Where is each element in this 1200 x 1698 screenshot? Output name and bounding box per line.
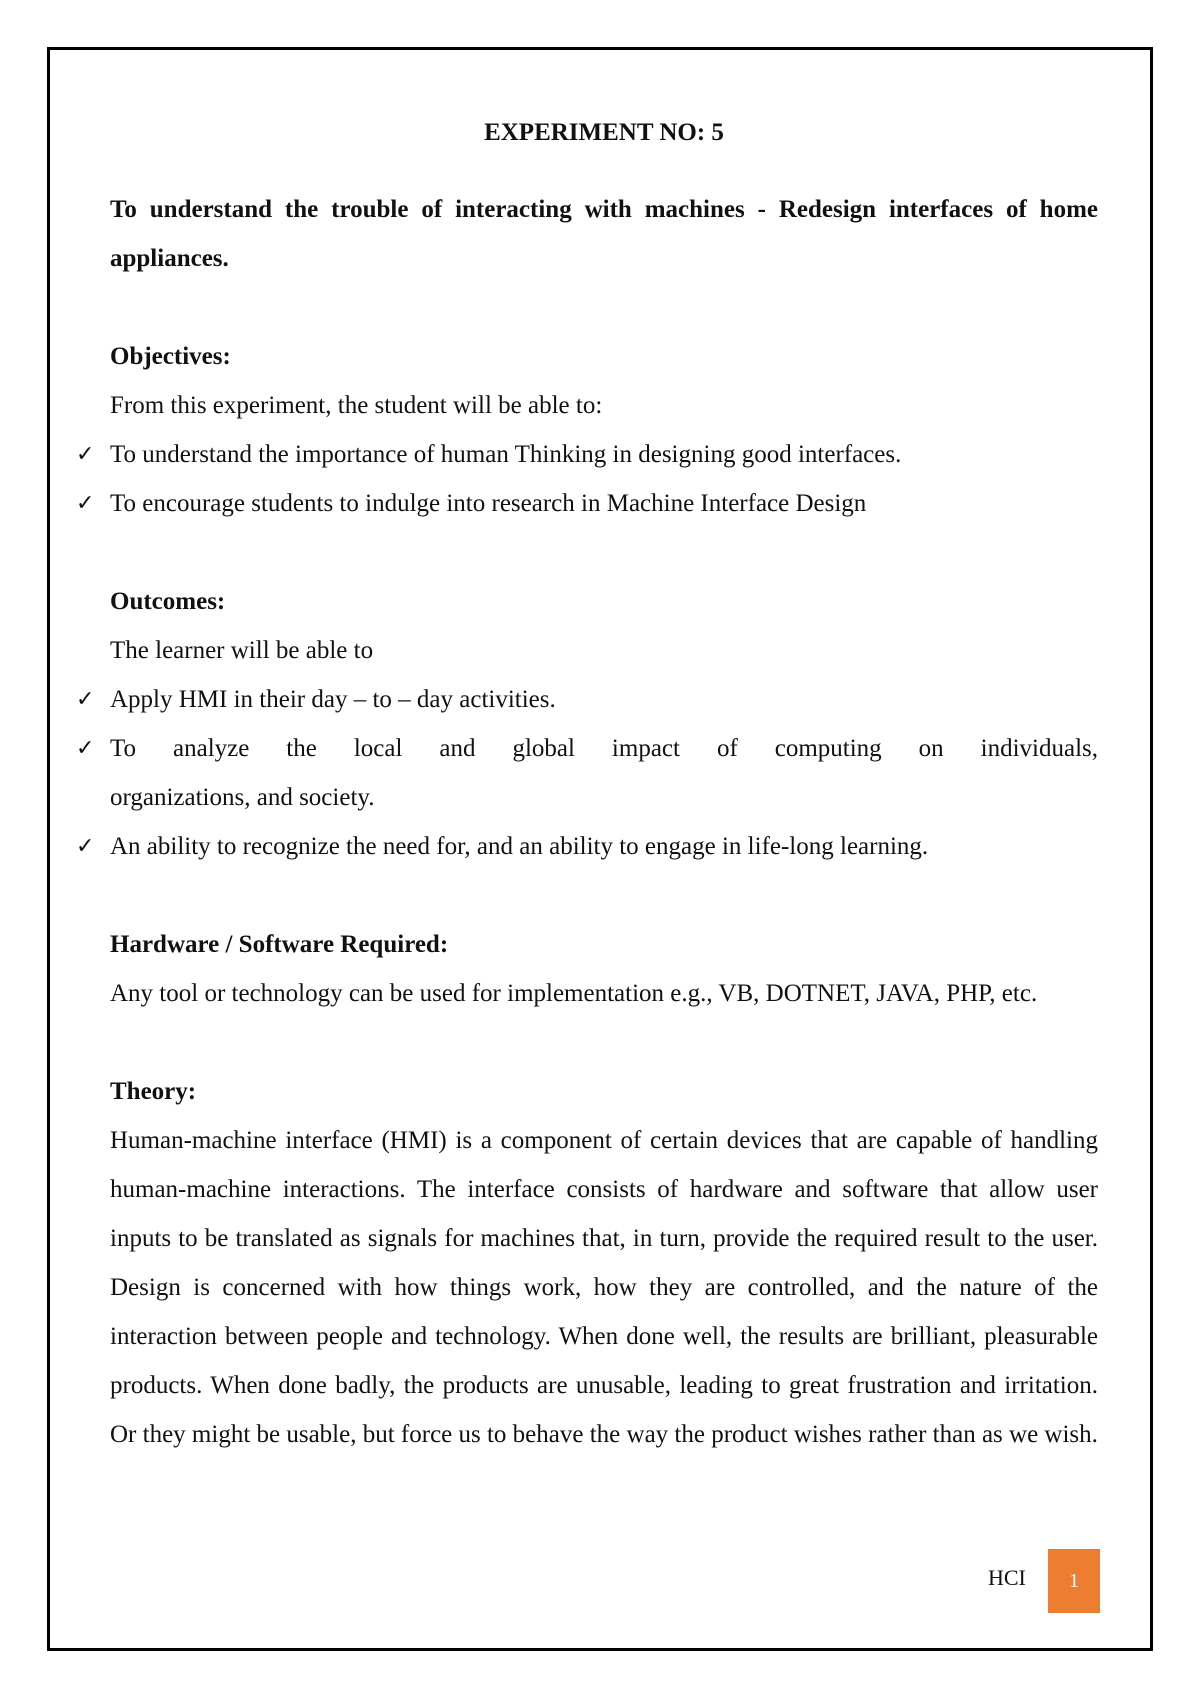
list-item: ✓ Apply HMI in their day – to – day activities. bbox=[110, 675, 1098, 724]
aim-statement: To understand the trouble of interacting with machines - Redesign interfaces of home appliances. bbox=[110, 196, 1098, 272]
hardware-text: Any tool or technology can be used for implementation e.g., VB, DOTNET, JAVA, PHP, etc. bbox=[110, 980, 1038, 1007]
page-number-badge: 1 bbox=[1048, 1549, 1100, 1613]
check-icon: ✓ bbox=[76, 834, 95, 859]
footer-label: HCI bbox=[988, 1565, 1026, 1590]
hardware-heading: Hardware / Software Required: bbox=[110, 931, 449, 958]
list-item: ✓ To understand the importance of human Thinking in designing good interfaces. bbox=[110, 430, 1098, 479]
check-icon: ✓ bbox=[76, 442, 95, 467]
document-body bbox=[76, 108, 1098, 1459]
objectives-heading: Objectives: bbox=[110, 343, 231, 370]
theory-text: Human-machine interface (HMI) is a component of certain devices that are capable of handling human-machine interactions. The interface consists of hardware and software that allow user inputs to be translated as signals for machines that, in turn, provide the required result to the user. Design is concerned with how things work, how they are controlled, and the nature of the interaction between people and technology. When done well, the results are brilliant, pleasurable products. When done badly, the products are unusable, leading to great frustration and irritation. Or they might be usable, but force us to behave the way the product wishes rather than as we wish. bbox=[110, 1127, 1098, 1448]
check-icon: ✓ bbox=[76, 687, 95, 712]
experiment-title: EXPERIMENT NO: 5 bbox=[484, 119, 724, 146]
outcomes-intro: The learner will be able to bbox=[110, 637, 374, 664]
outcomes-heading: Outcomes: bbox=[110, 588, 226, 615]
objectives-intro: From this experiment, the student will be able to: bbox=[110, 392, 603, 419]
theory-heading: Theory: bbox=[110, 1078, 197, 1105]
outcomes-list bbox=[76, 675, 1098, 871]
check-icon: ✓ bbox=[76, 736, 95, 761]
list-item: ✓ To encourage students to indulge into research in Machine Interface Design bbox=[110, 479, 1098, 528]
check-icon: ✓ bbox=[76, 491, 95, 516]
list-item: ✓ To analyze the local and global impact of computing on individuals, organizations, and society. bbox=[110, 724, 1098, 822]
objectives-list bbox=[76, 430, 1098, 528]
list-item: ✓ An ability to recognize the need for, and an ability to engage in life-long learning. bbox=[110, 822, 1098, 871]
